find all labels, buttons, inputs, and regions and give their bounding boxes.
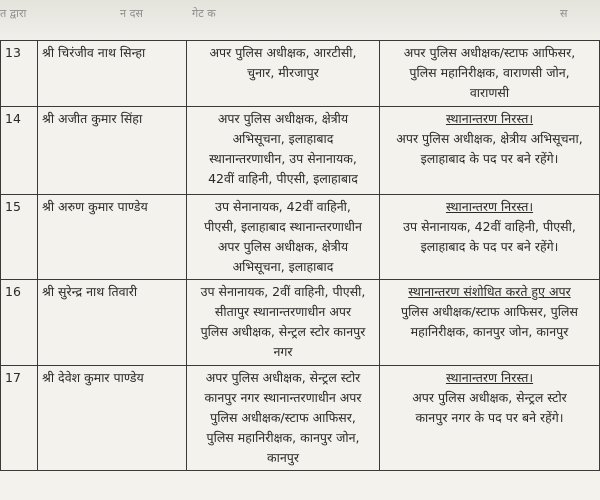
officer-name: श्री देवेश कुमार पाण्डेय xyxy=(38,366,187,471)
header-strip xyxy=(0,0,600,40)
header-text-far: स xyxy=(560,7,568,20)
new-posting-line: महानिरीक्षक, कानपुर जोन, कानपुर xyxy=(410,324,569,339)
officer-name: श्री अजीत कुमार सिंहा xyxy=(38,107,187,195)
current-posting-line: अपर पुलिस अधीक्षक, आरटीसी, xyxy=(209,45,357,60)
current-posting-line: कानपुर xyxy=(267,450,299,465)
new-posting-line: अपर पुलिस अधीक्षक, सेन्ट्रल स्टोर xyxy=(412,390,567,405)
new-posting-line: इलाहाबाद के पद पर बने रहेंगे। xyxy=(420,239,559,254)
officer-name: श्री चिरंजीव नाथ सिन्हा xyxy=(38,41,187,107)
table-row xyxy=(1,41,600,107)
new-posting-line: वाराणसी xyxy=(469,85,510,100)
serial-number: 13 xyxy=(1,41,38,107)
current-posting xyxy=(187,280,380,366)
current-posting-line: अभिसूचना, इलाहाबाद xyxy=(232,131,334,146)
new-posting-line: स्थानान्तरण निरस्त। xyxy=(445,199,534,214)
serial-number: 14 xyxy=(1,107,38,195)
table-row xyxy=(1,195,600,280)
current-posting-line: पुलिस अधीक्षक, सेन्ट्रल स्टोर कानपुर xyxy=(200,324,366,339)
current-posting-line: अपर पुलिस अधीक्षक, क्षेत्रीय xyxy=(217,239,349,254)
officer-name: श्री सुरेन्द्र नाथ तिवारी xyxy=(38,280,187,366)
current-posting-line: उप सेनानायक, 2वीं वाहिनी, पीएसी, xyxy=(200,284,366,299)
new-posting-line: स्थानान्तरण निरस्त। xyxy=(445,370,534,385)
current-posting xyxy=(187,41,380,107)
current-posting-line: स्थानान्तरणाधीन, उप सेनानायक, xyxy=(209,151,357,166)
current-posting-line: अभिसूचना, इलाहाबाद xyxy=(232,259,334,274)
new-posting-line: पुलिस महानिरीक्षक, वाराणसी जोन, xyxy=(409,65,570,80)
current-posting-line: अपर पुलिस अधीक्षक, सेन्ट्रल स्टोर xyxy=(205,370,361,385)
current-posting xyxy=(187,366,380,471)
current-posting-line: सीतापुर स्थानान्तरणाधीन अपर xyxy=(214,304,352,319)
current-posting-line: पुलिस अधीक्षक/स्टाफ आफिसर, xyxy=(210,410,356,425)
new-posting-line: अपर पुलिस अधीक्षक/स्टाफ आफिसर, xyxy=(403,45,576,60)
new-posting xyxy=(380,195,600,280)
new-posting-line: इलाहाबाद के पद पर बने रहेंगे। xyxy=(420,151,559,166)
current-posting-line: पीएसी, इलाहाबाद स्थानान्तरणाधीन xyxy=(204,219,362,234)
table-row xyxy=(1,107,600,195)
serial-number: 17 xyxy=(1,366,38,471)
serial-number: 15 xyxy=(1,195,38,280)
new-posting xyxy=(380,280,600,366)
current-posting-line: 42वीं वाहिनी, पीएसी, इलाहाबाद xyxy=(208,171,358,186)
current-posting xyxy=(187,195,380,280)
table-row xyxy=(1,280,600,366)
header-text-right: गेट क xyxy=(192,7,216,20)
transfer-table xyxy=(0,40,600,471)
header-text-mid: न दस xyxy=(120,7,143,20)
current-posting-line: पुलिस महानिरीक्षक, कानपुर जोन, xyxy=(206,430,360,445)
current-posting-line: कानपुर नगर स्थानान्तरणाधीन अपर xyxy=(204,390,362,405)
current-posting-line: अपर पुलिस अधीक्षक, क्षेत्रीय xyxy=(217,111,349,126)
current-posting-line: उप सेनानायक, 42वीं वाहिनी, xyxy=(215,199,351,214)
new-posting-line: स्थानान्तरण निरस्त। xyxy=(445,111,534,126)
serial-number: 16 xyxy=(1,280,38,366)
current-posting-line: चुनार, मीरजापुर xyxy=(247,65,319,80)
new-posting-line: पुलिस अधीक्षक/स्टाफ आफिसर, पुलिस xyxy=(401,304,578,319)
current-posting-line: नगर xyxy=(273,344,293,359)
header-text-left: त द्वारा xyxy=(0,7,27,20)
new-posting xyxy=(380,107,600,195)
new-posting xyxy=(380,366,600,471)
current-posting xyxy=(187,107,380,195)
new-posting-line: कानपुर नगर के पद पर बने रहेंगे। xyxy=(415,410,564,425)
new-posting-line: उप सेनानायक, 42वीं वाहिनी, पीएसी, xyxy=(403,219,576,234)
new-posting xyxy=(380,41,600,107)
new-posting-line: अपर पुलिस अधीक्षक, क्षेत्रीय अभिसूचना, xyxy=(396,131,583,146)
new-posting-line: स्थानान्तरण संशोधित करते हुए अपर xyxy=(408,284,571,299)
table-row xyxy=(1,366,600,471)
officer-name: श्री अरुण कुमार पाण्डेय xyxy=(38,195,187,280)
